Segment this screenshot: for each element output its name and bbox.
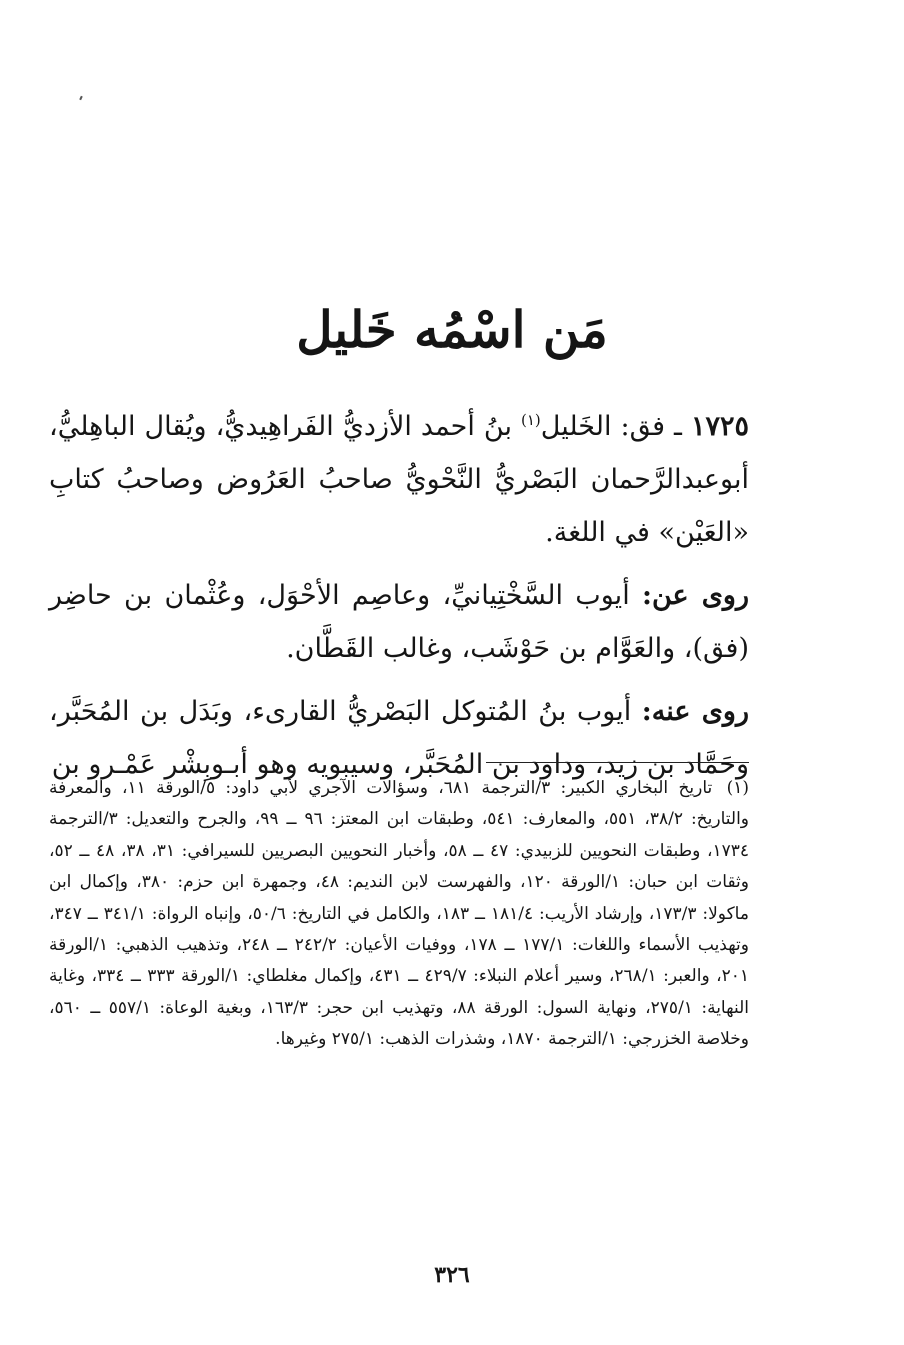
entry-rumuz: فق: [620, 411, 666, 442]
footnote-separator [486, 762, 749, 763]
page-number: ٣٢٦ [434, 1262, 470, 1288]
footnote-text: تاريخ البخاري الكبير: ٣/الترجمة ٦٨١، وسؤالات الآجري لأبي داود: ٥/الورقة ١١، والمعرفة والتاريخ: ٣٨/٢، ٥٥١، والمعارف: ٥٤١، وطبقات ابن المعتز: ٩٦ ــ ٩٩، والجرح والتعديل: ٣/الترجمة ١٧٣٤، وطبقات النحويين للزبيدي: ٤٧ ــ ٥٨، وأخبار النحويين البصريين للسيرافي: ٣١، ٣٨، ٤٨ ــ ٥٢، وثقات ابن حبان: ١/الورقة ١٢٠، والفهرست لابن النديم: ٤٨، وجمهرة ابن حزم: ٣٨٠، وإكمال ابن ماكولا: ١٧٣/٣، وإرشاد الأريب: ١٨١/٤ ــ ١٨٣، والكامل في التاريخ: ٥٠/٦، وإنباه الرواة: ٣٤١/١ ــ ٣٤٧، وتهذيب الأسماء واللغات: ١٧٧/١ ــ ١٧٨، ووفيات الأعيان: ٢٤٢/٢ ــ ٢٤٨، وتذهيب الذهبي: ١/الورقة ٢٠١، والعبر: ٢٦٨/١، وسير أعلام النبلاء: ٤٢٩/٧ ــ ٤٣١، وإكمال مغلطاي: ١/الورقة ٣٣٣ ــ ٣٣٤، وغاية النهاية: ٢٧٥/١، ونهاية السول: الورقة ٨٨، وتهذيب ابن حجر: ١٦٣/٣، وبغية الوعاة: ٥٥٧/١ ــ ٥٦٠، وخلاصة الخزرجي: ١/الترجمة ١٨٧٠، وشذرات الذهب: ٢٧٥/١ وغيرها. [49, 778, 750, 1050]
narrated-by-label: روى عنه: [641, 696, 750, 727]
footnote-reference: (١) [520, 411, 541, 429]
narrated-by-text: أيوب بنُ المُتوكل البَصْريُّ القارىء، وبَدَل بن المُحَبَّر، وحَمَّاد بن زيد، وداود بن المُحَبَّر، وسيبويه وهو أبـوبِشْر عَمْـرو بن [49, 696, 749, 780]
footnote-block [49, 773, 749, 1056]
section-heading: مَن اسْمُه خَليل [296, 300, 608, 359]
narrated-from-label: روى عن: [642, 580, 749, 611]
entry-number: ١٧٢٥ [690, 411, 749, 442]
entry-body [49, 400, 749, 791]
narrated-from-text: أيوب السَّخْتِيانيِّ، وعاصِم الأحْوَل، وعُثْمان بن حاضِر (فق)، والعَوَّام بن حَوْشَب، وغالب القَطَّان. [49, 580, 749, 664]
entry-dash: ـ [665, 411, 691, 442]
entry-paragraph [49, 400, 749, 559]
entry-text: بنُ أحمد الأزديُّ الفَراهِيديُّ، ويُقال الباهِليُّ، أبوعبدالرَّحمان البَصْريُّ النَّحْويُّ صاحبُ العَرُوض وصاحبُ كتابِ «العَيْن» في اللغة. [49, 411, 749, 548]
narrated-from-paragraph [49, 569, 749, 675]
footnote-number: (١) [726, 778, 749, 798]
scan-speck [79, 96, 83, 100]
entry-name: الخَليل [540, 411, 612, 442]
